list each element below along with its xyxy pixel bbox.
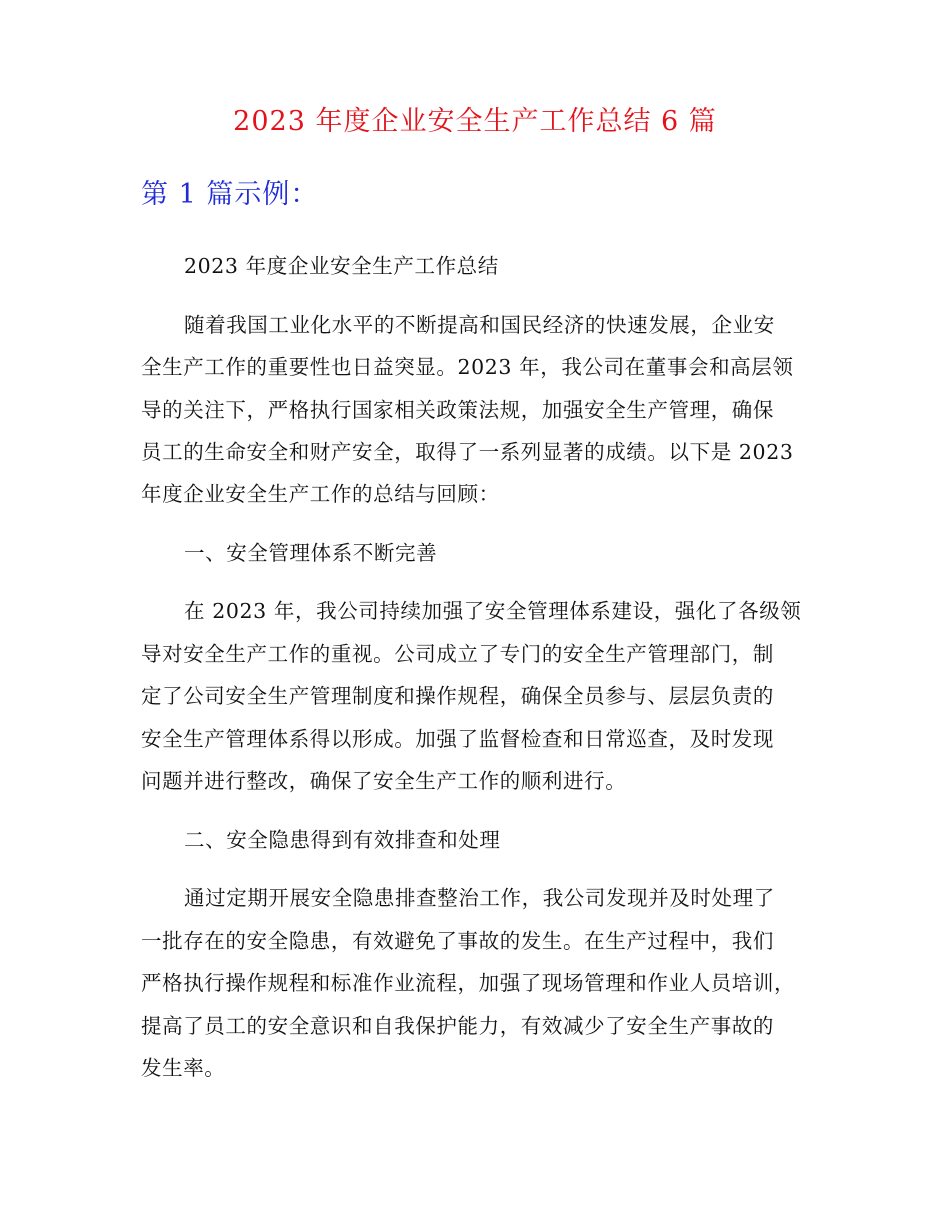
paragraph-1-line: 随着我国工业化水平的不断提高和国民经济的快速发展，企业安	[184, 313, 775, 337]
paragraph-2-line: 导对安全生产工作的重视。公司成立了专门的安全生产管理部门，制	[141, 642, 774, 666]
paragraph-1-line: 年度企业安全生产工作的总结与回顾：	[141, 482, 500, 506]
paragraph-3-line: 提高了员工的安全意识和自我保护能力，有效减少了安全生产事故的	[141, 1014, 774, 1038]
paragraph-3-line: 一批存在的安全隐患，有效避免了事故的发生。在生产过程中，我们	[141, 929, 774, 953]
document-title: 2023 年度企业安全生产工作总结 6 篇	[233, 106, 717, 137]
section-heading: 第 1 篇示例：	[141, 179, 319, 210]
paragraph-2-line: 问题并进行整改，确保了安全生产工作的顺利进行。	[141, 769, 627, 793]
paragraph-3-line: 通过定期开展安全隐患排查整治工作，我公司发现并及时处理了	[184, 886, 775, 910]
paragraph-1-line: 导的关注下，严格执行国家相关政策法规，加强安全生产管理，确保	[141, 398, 774, 422]
paragraph-2-line: 在 2023 年，我公司持续加强了安全管理体系建设，强化了各级领	[184, 599, 802, 623]
paragraph-1-line: 员工的生命安全和财产安全，取得了一系列显著的成绩。以下是 2023	[141, 440, 794, 464]
heading-2: 二、安全隐患得到有效排查和处理	[184, 828, 501, 852]
paragraph-3-line: 发生率。	[141, 1056, 226, 1080]
paragraph-2-line: 定了公司安全生产管理制度和操作规程，确保全员参与、层层负责的	[141, 684, 774, 708]
paragraph-3-line: 严格执行操作规程和标准作业流程，加强了现场管理和作业人员培训，	[141, 971, 796, 995]
heading-1: 一、安全管理体系不断完善	[184, 541, 438, 565]
paragraph-1-line: 全生产工作的重要性也日益突显。2023 年，我公司在董事会和高层领	[141, 355, 794, 379]
paragraph-2-line: 安全生产管理体系得以形成。加强了监督检查和日常巡查，及时发现	[141, 727, 774, 751]
subtitle: 2023 年度企业安全生产工作总结	[184, 254, 499, 278]
